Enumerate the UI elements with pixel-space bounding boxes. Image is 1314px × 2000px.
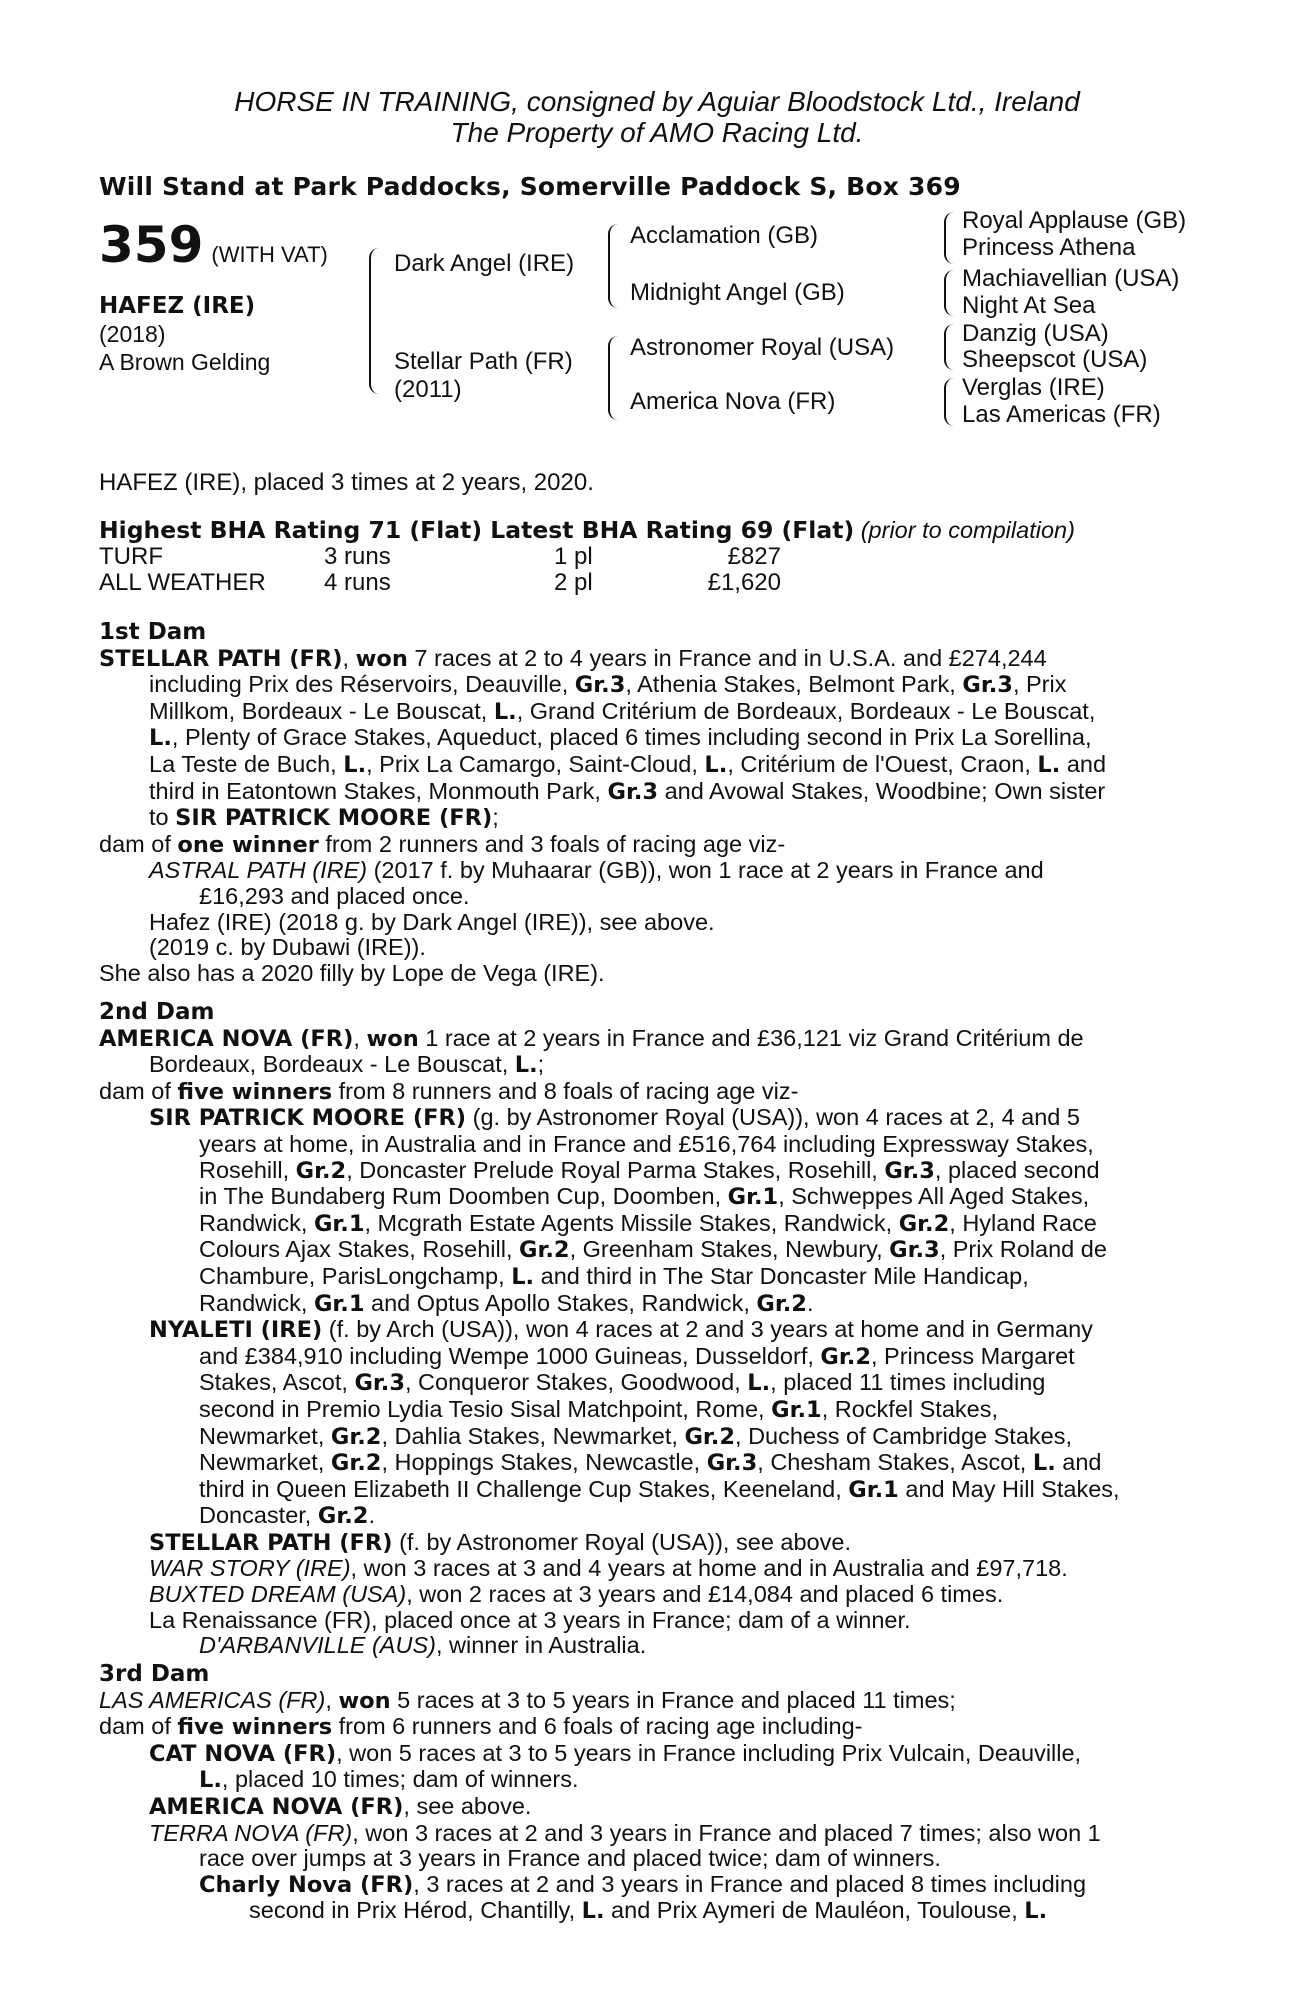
horse-name: HAFEZ (IRE) xyxy=(99,293,256,319)
table-row: ALL WEATHER 4 runs 2 pl £1,620 xyxy=(99,569,781,596)
pedigree-g3-5: Danzig (USA) xyxy=(962,320,1109,347)
pedigree-dam-dam: America Nova (FR) xyxy=(630,388,836,415)
section-heading: 1st Dam xyxy=(99,619,207,645)
pedigree-brace-g3-3 xyxy=(944,324,955,370)
horse-year: (2018) xyxy=(99,321,166,347)
pedigree-g3-7: Verglas (IRE) xyxy=(962,374,1105,401)
lot-block xyxy=(99,216,328,274)
horse-details xyxy=(99,292,270,376)
first-dam-section: 1st Dam STELLAR PATH (FR), won 7 races at 2 to 4 years in France and in U.S.A. and £274,244 including Prix des Réservoirs, Deauville, Gr.3, Athenia Stakes, Belmont Park, Gr.3, Prix Millkom, Bordeaux - Le Bouscat, L., Grand Critérium de Bordeaux, Bordeaux - Le Bouscat, L., Plenty of Grace Stakes, Aqueduct, placed 6 times including second in Prix La Sorellina, La Teste de Buch, L., Prix La Camargo, Saint-Cloud, L., Critérium de l'Ouest, Craon, L. and third in Eatontown Stakes, Monmouth Park, Gr.3 and Avowal Stakes, Woodbine; Own sister to SIR PATRICK MOORE (FR); dam of one winner from 2 runners and 3 foals of racing age viz- ASTRAL PATH (IRE) (2017 f. by Muhaarar (GB)), won 1 race at 2 years in France and £16,293 and placed once. Hafez (IRE) (2018 g. by Dark Angel (IRE)), see above. (2019 c. by Dubawi (IRE)). She also has a 2020 filly by Lope de Vega (IRE). xyxy=(99,619,1107,986)
pedigree-brace-main xyxy=(369,248,381,394)
race-summary: HAFEZ (IRE), placed 3 times at 2 years, 2020. xyxy=(99,469,594,496)
pedigree-dam-sire: Astronomer Royal (USA) xyxy=(630,334,895,361)
pedigree-g3-3: Machiavellian (USA) xyxy=(962,265,1180,292)
pedigree-dam: Stellar Path (FR) xyxy=(394,348,573,375)
bha-rating-text: Highest BHA Rating 71 (Flat) Latest BHA Rating 69 (Flat) xyxy=(99,516,855,544)
location-line: Will Stand at Park Paddocks, Somerville Paddock S, Box 369 xyxy=(99,172,961,201)
section-heading: 3rd Dam xyxy=(99,1661,210,1687)
runs-table xyxy=(99,544,781,596)
header-line-2: The Property of AMO Racing Ltd. xyxy=(450,117,864,148)
pedigree-sire: Dark Angel (IRE) xyxy=(394,250,575,277)
pedigree-g3-1: Royal Applause (GB) xyxy=(962,207,1187,234)
second-dam-section: 2nd Dam AMERICA NOVA (FR), won 1 race at 2 years in France and £36,121 viz Grand Critérium de Bordeaux, Bordeaux - Le Bouscat, L.; dam of five winners from 8 runners and 8 foals of racing age viz- SIR PATRICK MOORE (FR) (g. by Astronomer Royal (USA)), won 4 races at 2, 4 and 5 years at home, in Australia and in France and £516,764 including Expressway Stakes, Rosehill, Gr.2, Doncaster Prelude Royal Parma Stakes, Rosehill, Gr.3, placed second in The Bundaberg Rum Doomben Cup, Doomben, Gr.1, Schweppes All Aged Stakes, Randwick, Gr.1, Mcgrath Estate Agents Missile Stakes, Randwick, Gr.2, Hyland Race Colours Ajax Stakes, Rosehill, Gr.2, Greenham Stakes, Newbury, Gr.3, Prix Roland de Chambure, ParisLongchamp, L. and third in The Star Doncaster Mile Handicap, Randwick, Gr.1 and Optus Apollo Stakes, Randwick, Gr.2. NYALETI (IRE) (f. by Arch (USA)), won 4 races at 2 and 3 years at home and in Germany and £384,910 including Wempe 1000 Guineas, Dusseldorf, Gr.2, Princess Margaret Stakes, Ascot, Gr.3, Conqueror Stakes, Goodwood, L., placed 11 times including second in Premio Lydia Tesio Sisal Matchpoint, Rome, Gr.1, Rockfel Stakes, Newmarket, Gr.2, Dahlia Stakes, Newmarket, Gr.2, Duchess of Cambridge Stakes, Newmarket, Gr.2, Hoppings Stakes, Newcastle, Gr.3, Chesham Stakes, Ascot, L. and third in Queen Elizabeth II Challenge Cup Stakes, Keeneland, Gr.1 and May Hill Stakes, Doncaster, Gr.2. STELLAR PATH (FR) (f. by Astronomer Royal (USA)), see above. WAR STORY (IRE), won 3 races at 3 and 4 years at home and in Australia and £97,718. BUXTED DREAM (USA), won 2 races at 3 years and £14,084 and placed 6 times. La Renaissance (FR), placed once at 3 years in France; dam of a winner. D'ARBANVILLE (AUS), winner in Australia. xyxy=(99,999,1120,1659)
pedigree-sire-dam: Midnight Angel (GB) xyxy=(630,279,845,306)
pedigree-g3-8: Las Americas (FR) xyxy=(962,401,1161,428)
pedigree-brace-dam xyxy=(608,336,620,420)
pedigree-brace-sire xyxy=(608,224,620,308)
header-line-1: HORSE IN TRAINING, consigned by Aguiar Bloodstock Ltd., Ireland xyxy=(234,86,1080,117)
horse-desc: A Brown Gelding xyxy=(99,349,271,375)
pedigree-dam-year: (2011) xyxy=(394,376,462,403)
bha-rating-note: (prior to compilation) xyxy=(860,517,1075,543)
pedigree-brace-g3-4 xyxy=(944,378,955,426)
pedigree-g3-2: Princess Athena xyxy=(962,234,1136,261)
vat-note: (WITH VAT) xyxy=(211,242,328,267)
pedigree-g3-6: Sheepscot (USA) xyxy=(962,346,1148,373)
pedigree-sire-sire: Acclamation (GB) xyxy=(630,222,819,249)
table-row: TURF 3 runs 1 pl £827 xyxy=(99,543,781,570)
pedigree-g3-4: Night At Sea xyxy=(962,292,1096,319)
section-heading: 2nd Dam xyxy=(99,999,215,1025)
third-dam-section: 3rd Dam LAS AMERICAS (FR), won 5 races at 3 to 5 years in France and placed 11 times; dam of five winners from 6 runners and 6 foals of racing age including- CAT NOVA (FR), won 5 races at 3 to 5 years in France including Prix Vulcain, Deauville, L., placed 10 times; dam of winners. AMERICA NOVA (FR), see above. TERRA NOVA (FR), won 3 races at 2 and 3 years in France and placed 7 times; also won 1 race over jumps at 3 years in France and placed twice; dam of winners. Charly Nova (FR), 3 races at 2 and 3 years in France and placed 8 times including second in Prix Hérod, Chantilly, L. and Prix Aymeri de Mauléon, Toulouse, L. xyxy=(99,1661,1101,1925)
bha-rating xyxy=(99,518,1075,544)
pedigree-brace-g3-2 xyxy=(944,270,955,316)
lot-number: 359 xyxy=(99,216,204,274)
pedigree-brace-g3-1 xyxy=(944,212,955,264)
